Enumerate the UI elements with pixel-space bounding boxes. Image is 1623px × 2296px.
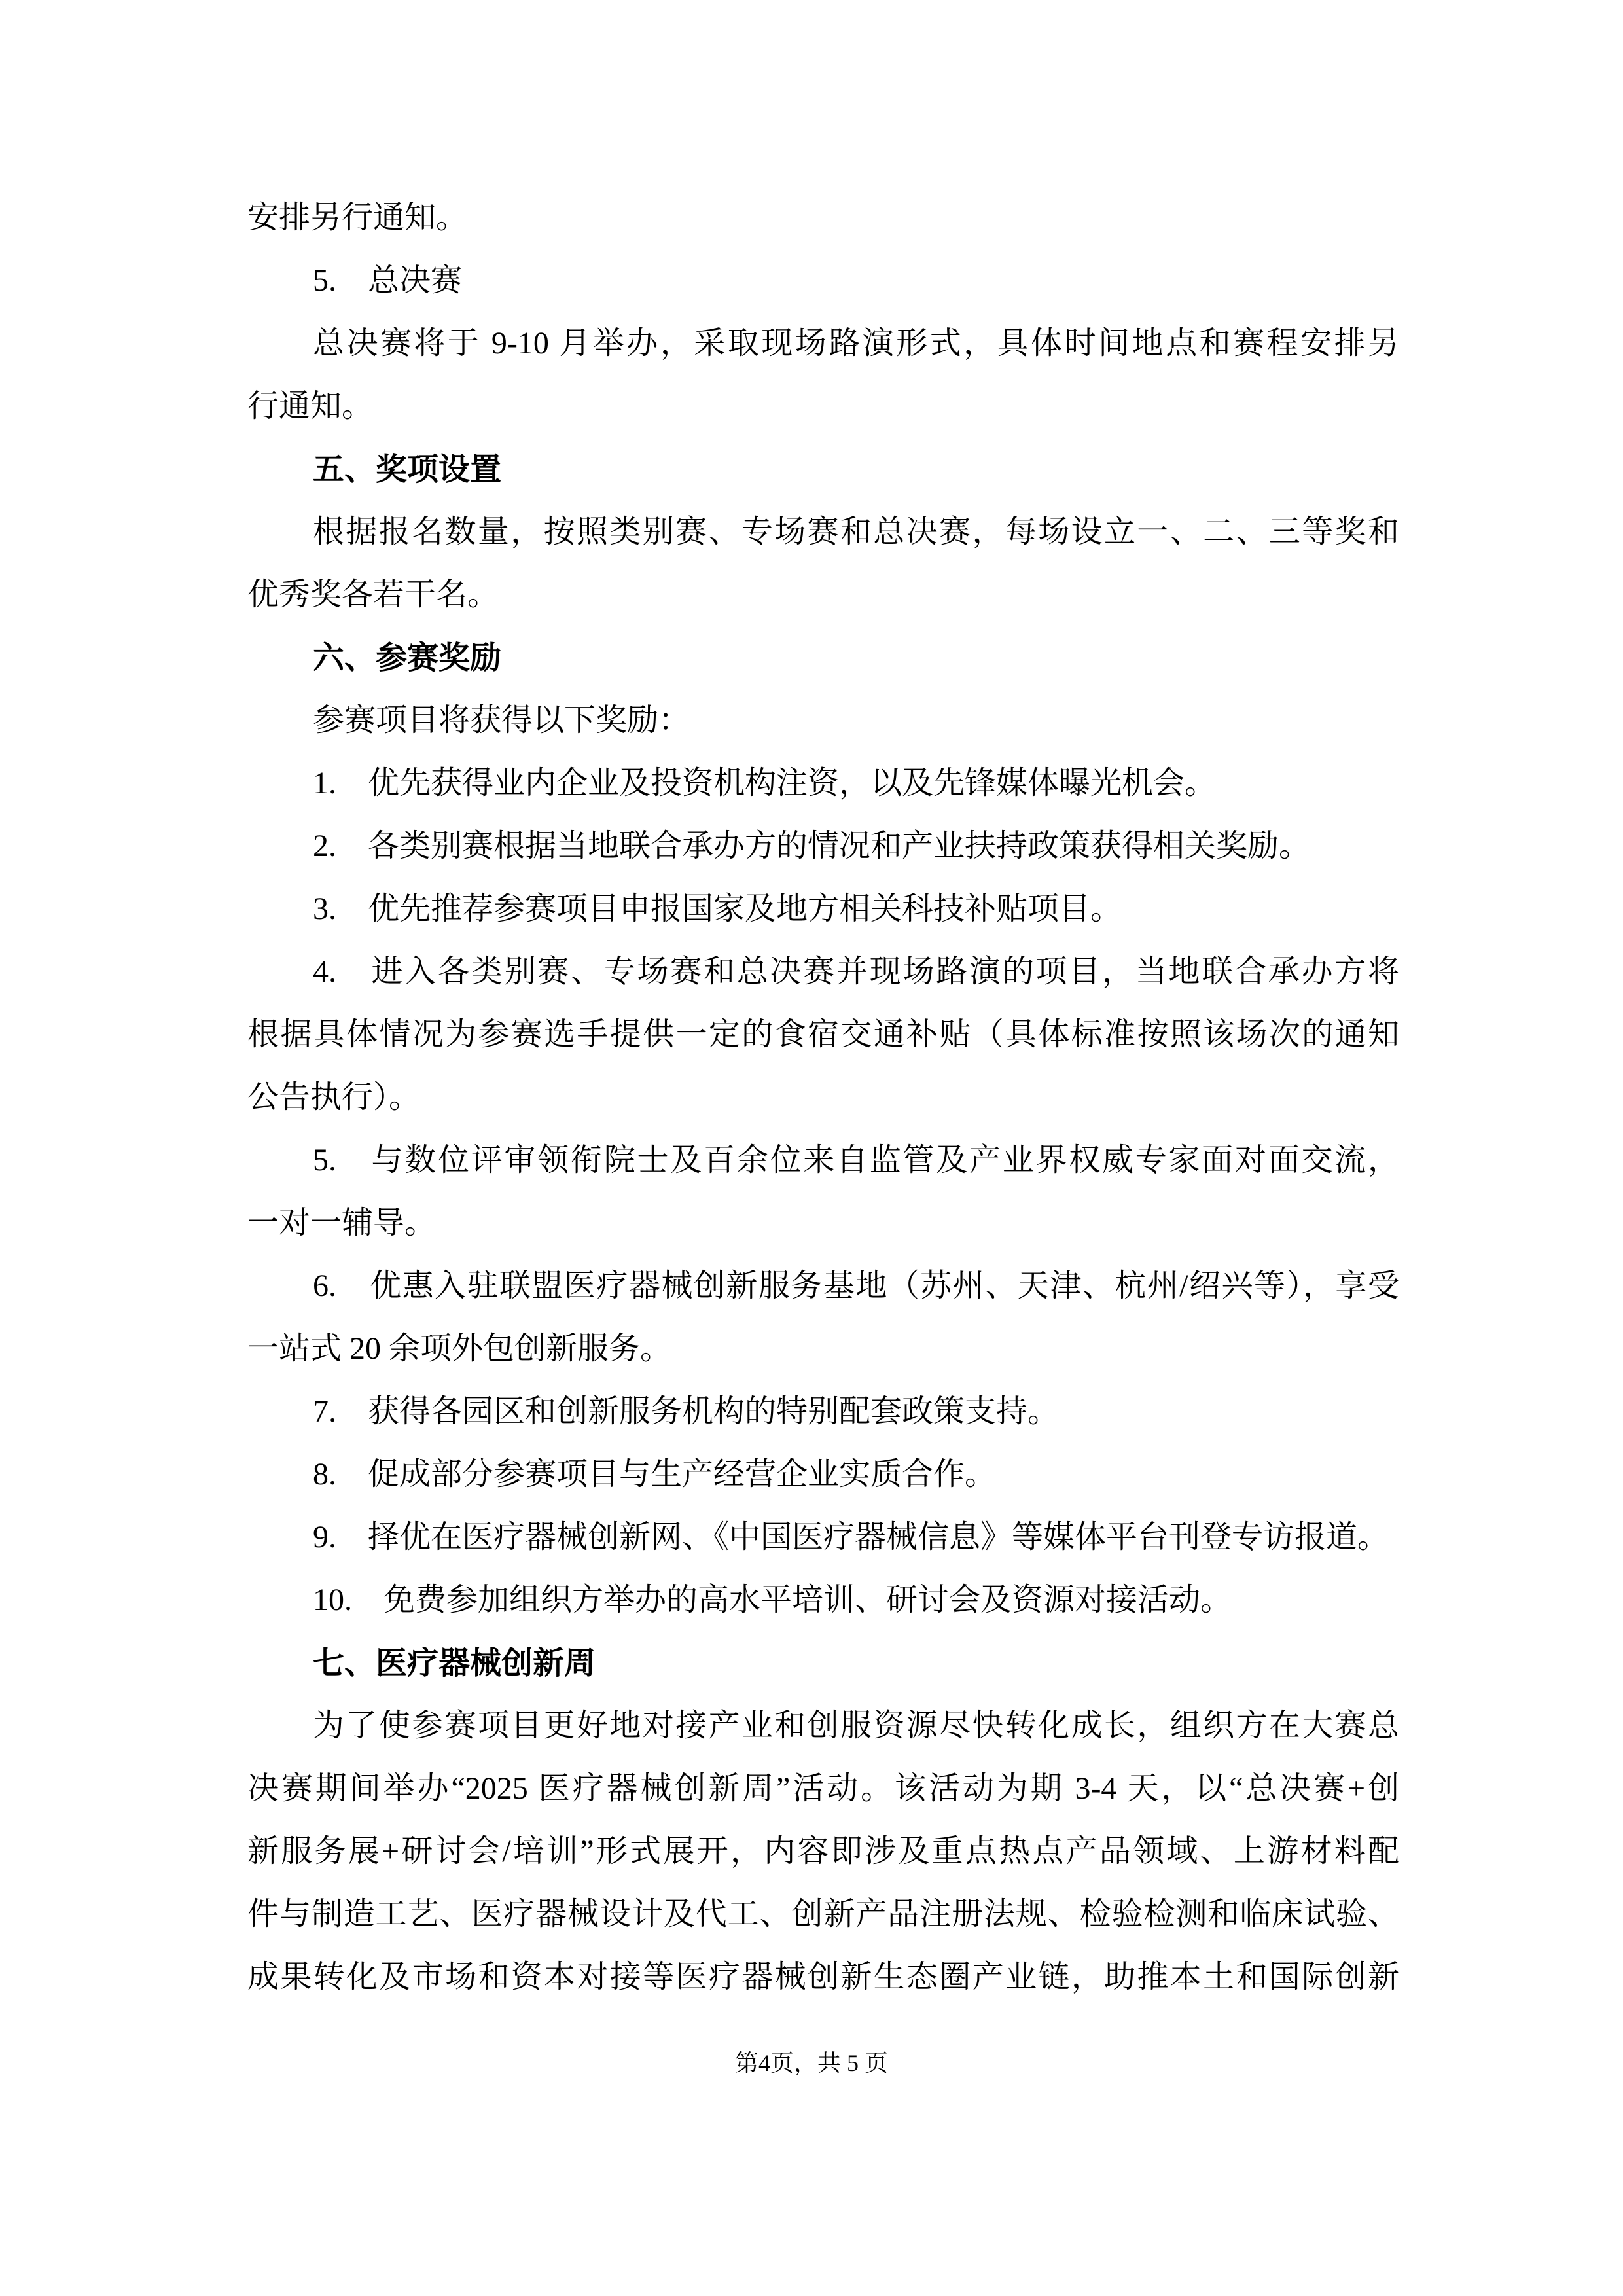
document-line: 4. 进入各类别赛、专场赛和总决赛并现场路演的项目，当地联合承办方将 bbox=[313, 954, 1399, 989]
section-heading-rewards: 六、参赛奖励 bbox=[313, 639, 502, 676]
document-line: 为了使参赛项目更好地对接产业和创服资源尽快转化成长，组织方在大赛总 bbox=[313, 1708, 1399, 1743]
document-line: 10. 免费参加组织方举办的高水平培训、研讨会及资源对接活动。 bbox=[313, 1583, 1232, 1617]
document-line: 决赛期间举办“2025 医疗器械创新周”活动。该活动为期 3-4 天，以“总决赛+创 bbox=[247, 1771, 1399, 1806]
document-line: 3. 优先推荐参赛项目申报国家及地方相关科技补贴项目。 bbox=[313, 891, 1122, 926]
document-line: 7. 获得各园区和创新服务机构的特别配套政策支持。 bbox=[313, 1394, 1060, 1429]
document-line: 行通知。 bbox=[247, 389, 374, 423]
document-line: 根据具体情况为参赛选手提供一定的食宿交通补贴（具体标准按照该场次的通知 bbox=[247, 1017, 1399, 1052]
document-line: 2. 各类别赛根据当地联合承办方的情况和产业扶持政策获得相关奖励。 bbox=[313, 829, 1311, 863]
section-heading-innovation-week: 七、医疗器械创新周 bbox=[313, 1645, 596, 1681]
section-heading-awards: 五、奖项设置 bbox=[313, 451, 502, 488]
document-line: 公告执行）。 bbox=[247, 1080, 421, 1115]
document-line: 8. 促成部分参赛项目与生产经营企业实质合作。 bbox=[313, 1457, 997, 1492]
document-line: 新服务展+研讨会/培训”形式展开，内容即涉及重点热点产品领域、上游材料配 bbox=[247, 1834, 1399, 1869]
document-line: 一站式 20 余项外包创新服务。 bbox=[247, 1331, 672, 1366]
document-line: 根据报名数量，按照类别赛、专场赛和总决赛，每场设立一、二、三等奖和 bbox=[313, 514, 1399, 549]
document-line: 5. 总决赛 bbox=[313, 263, 463, 298]
document-line: 1. 优先获得业内企业及投资机构注资，以及先锋媒体曝光机会。 bbox=[313, 766, 1217, 800]
page-footer bbox=[0, 2047, 1623, 2079]
document-body bbox=[247, 187, 1399, 2009]
document-line: 安排另行通知。 bbox=[247, 200, 468, 235]
document-line: 9. 择优在医疗器械创新网、《中国医疗器械信息》等媒体平台刊登专访报道。 bbox=[313, 1520, 1389, 1554]
document-line: 一对一辅导。 bbox=[247, 1206, 437, 1240]
page-number-text: 第4页，共 5 页 bbox=[734, 2050, 888, 2076]
document-line: 件与制造工艺、医疗器械设计及代工、创新产品注册法规、检验检测和临床试验、 bbox=[247, 1897, 1399, 1931]
document-line: 5. 与数位评审领衔院士及百余位来自监管及产业界权威专家面对面交流， bbox=[313, 1143, 1399, 1177]
document-line: 参赛项目将获得以下奖励： bbox=[313, 703, 690, 738]
document-line: 6. 优惠入驻联盟医疗器械创新服务基地（苏州、天津、杭州/绍兴等），享受 bbox=[313, 1268, 1399, 1303]
document-line: 总决赛将于 9-10 月举办，采取现场路演形式，具体时间地点和赛程安排另 bbox=[313, 326, 1399, 361]
document-line: 成果转化及市场和资本对接等医疗器械创新生态圈产业链，助推本土和国际创新 bbox=[247, 1960, 1399, 1994]
document-line: 优秀奖各若干名。 bbox=[247, 577, 499, 612]
